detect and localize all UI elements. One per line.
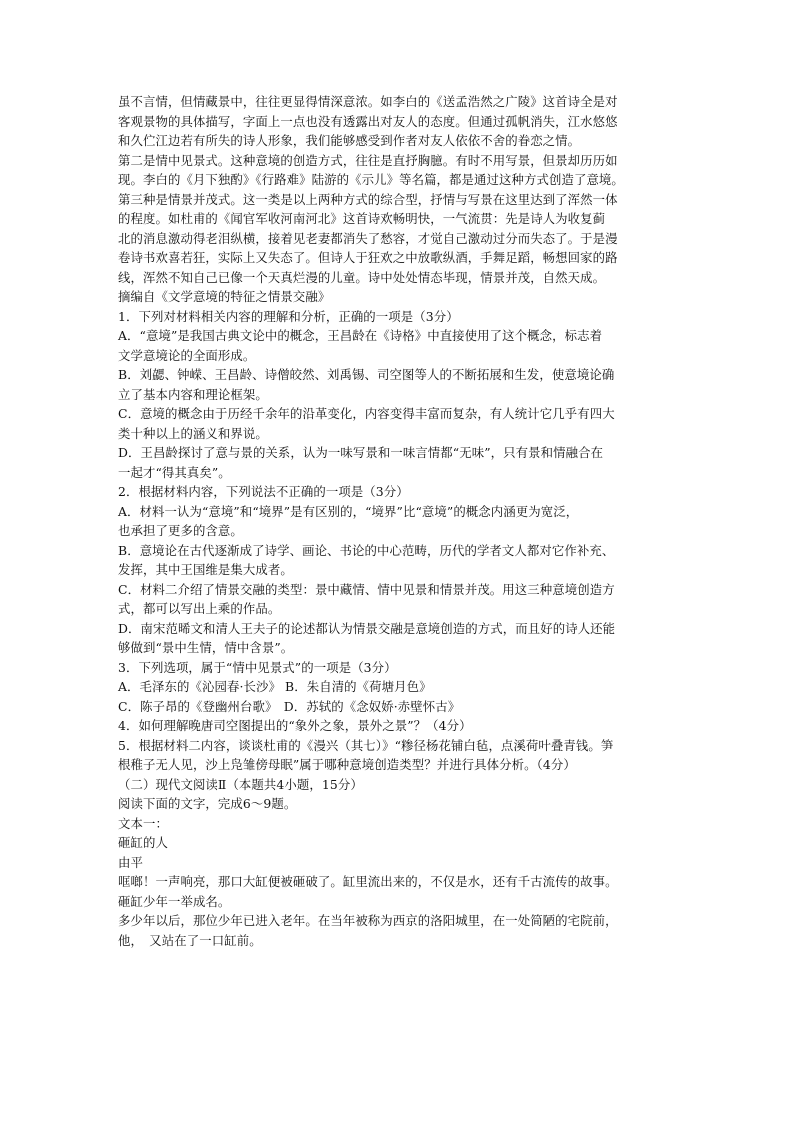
text-line: 线，浑然不知自己已像一个天真烂漫的儿童。诗中处处情态毕现，情景并茂，自然天成。	[118, 269, 606, 285]
text-line: 现。李白的《月下独酌》《行路难》陆游的《示儿》等名篇，都是通过这种方式创造了意境。	[118, 172, 624, 187]
text-line: 2．根据材料内容，下列说法不正确的一项是（3分）	[118, 484, 409, 499]
text-line: 根稚子无人见，沙上凫雏傍母眠”属于哪种意境创造类型？并进行具体分析。（4分）	[118, 757, 576, 772]
text-line: 第三种是情景并茂式。这一类是以上两种方式的综合型，抒情与写景在这里达到了浑然一体	[118, 191, 618, 207]
text-line: C．陈子昂的《登幽州台歌》 D．苏轼的《念奴娇·赤壁怀古》	[118, 698, 461, 714]
text-line: 和久伫江边若有所失的诗人形象，我们能够感受到作者对友人依依不舍的眷恋之情。	[118, 133, 581, 148]
text-line: 砸缸的人	[118, 835, 168, 850]
text-line: 虽不言情，但情藏景中，往往更显得情深意浓。如李白的《送孟浩然之广陵》这首诗全是对	[118, 94, 618, 109]
text-line: 第二是情中见景式。这种意境的创造方式，往往是直抒胸臆。有时不用写景，但景却历历如	[118, 152, 618, 168]
text-line: 发挥，其中王国维是集大成者。	[118, 562, 293, 577]
text-line: D．南宋范晞文和清人王夫子的论述都认为情景交融是意境创造的方式，而且好的诗人还能	[118, 620, 616, 636]
text-line: D．王昌龄探讨了意与景的关系，认为一味写景和一味言情都“无味”，只有景和情融合在	[118, 445, 604, 460]
document-page	[118, 92, 684, 950]
text-line: 由平	[118, 854, 143, 870]
text-line: 阅读下面的文字，完成6～9题。	[118, 796, 297, 811]
text-line: 也承担了更多的含意。	[118, 523, 243, 538]
text-line: C．材料二介绍了情景交融的类型：景中藏情、情中见景和情景并茂。用这三种意境创造方	[118, 581, 615, 597]
text-line: 类十种以上的涵义和界说。	[118, 425, 268, 441]
text-line: 够做到“景中生情，情中含景”。	[118, 640, 294, 655]
text-line: 北的消息激动得老泪纵横，接着见老妻都消失了愁容，才觉自己激动过分而失态了。于是漫	[118, 230, 618, 246]
text-line: （二）现代文阅读Ⅱ（本题共4小题，15分）	[118, 776, 363, 792]
text-line: 式，都可以写出上乘的作品。	[118, 601, 281, 616]
text-line: 立了基本内容和理论框架。	[118, 386, 268, 402]
text-line: 5．根据材料二内容，谈谈杜甫的《漫兴（其七）》“糁径杨花铺白毡，点溪荷叶叠青钱。笋	[118, 737, 614, 753]
text-line: B．刘勰、钟嵘、王昌龄、诗僧皎然、刘禹锡、司空图等人的不断拓展和生发，使意境论确	[118, 367, 615, 382]
text-line: A．毛泽东的《沁园春·长沙》 B．朱自清的《荷塘月色》	[118, 679, 432, 694]
text-line: B．意境论在古代逐渐成了诗学、画论、书论的中心范畴，历代的学者文人都对它作补充、	[118, 542, 615, 558]
text-line: A．“意境”是我国古典文论中的概念，王昌龄在《诗格》中直接使用了这个概念，标志着	[118, 328, 603, 343]
text-line: 摘编自《文学意境的特征之情景交融》	[118, 289, 331, 304]
text-line: A．材料一认为“意境”和“境界”是有区别的，“境界”比“意境”的概念内涵更为宽泛，	[118, 503, 579, 519]
text-line: 文学意境论的全面形成。	[118, 347, 256, 363]
text-line: 哐啷！一声响亮，那口大缸便被砸破了。缸里流出来的，不仅是水，还有千古流传的故事。	[118, 874, 618, 889]
text-line: C．意境的概念由于历经千余年的沿革变化，内容变得丰富而复杂，有人统计它几乎有四大	[118, 406, 615, 421]
text-line: 客观景物的具体描写，字面上一点也没有透露出对友人的态度。但通过孤帆消失，江水悠悠	[118, 113, 618, 129]
text-line: 砸缸少年一举成名。	[118, 893, 231, 909]
text-line: 一起才“得其真矣”。	[118, 464, 231, 480]
text-line: 4．如何理解晚唐司空图提出的“象外之象，景外之景”？（4分）	[118, 718, 472, 733]
text-line: 多少年以后，那位少年已进入老年。在当年被称为西京的洛阳城里，在一处简陋的宅院前，	[118, 913, 618, 928]
text-line: 卷诗书欢喜若狂，实际上又失态了。但诗人于狂欢之中放歌纵酒，手舞足蹈，畅想回家的路	[118, 250, 618, 265]
text-line: 的程度。如杜甫的《闻官军收河南河北》这首诗欢畅明快，一气流贯：先是诗人为收复蓟	[118, 211, 606, 226]
text-line: 文本一：	[118, 815, 168, 831]
text-line: 3．下列选项，属于“情中见景式”的一项是（3分）	[118, 659, 397, 675]
text-line: 他， 又站在了一口缸前。	[118, 932, 262, 948]
text-line: 1．下列对材料相关内容的理解和分析，正确的一项是（3分）	[118, 308, 459, 324]
